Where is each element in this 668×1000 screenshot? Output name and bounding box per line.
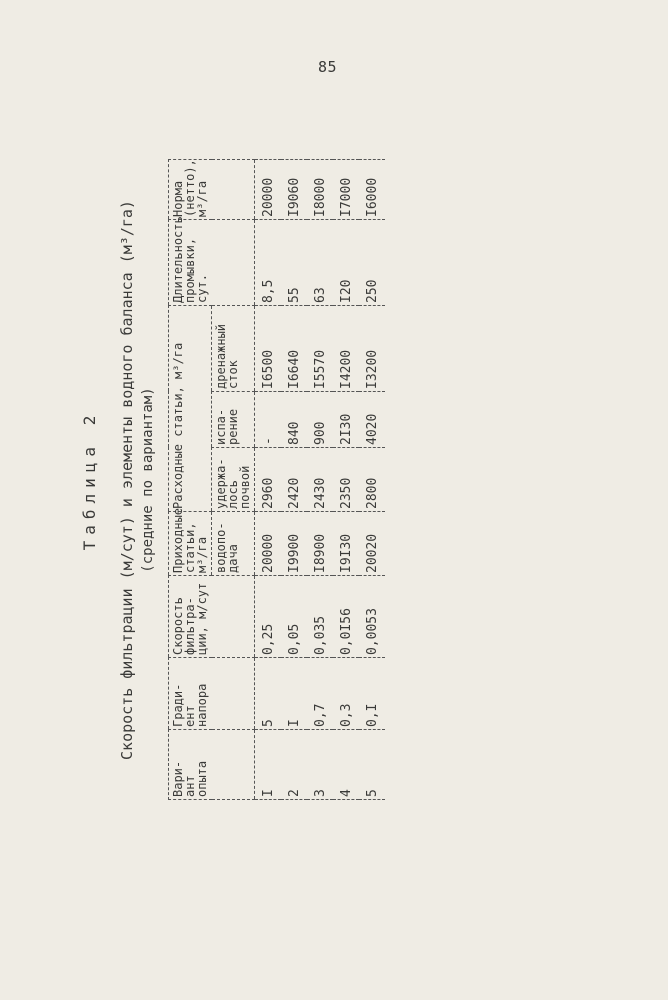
table-row — [255, 159, 282, 799]
cell-gradient: 0,3 — [333, 658, 359, 730]
cell-water-supply: 20020 — [359, 512, 385, 576]
cell-speed: 0,25 — [255, 576, 282, 658]
cell-gradient: 0,I — [359, 658, 385, 730]
cell-water-supply: I9I30 — [333, 512, 359, 576]
cell-evaporation: 900 — [307, 392, 333, 448]
table-row — [281, 159, 307, 799]
cell-variant: I — [255, 730, 282, 800]
cell-retained: 2430 — [307, 448, 333, 512]
table-row — [333, 159, 359, 799]
cell-drainage: I4200 — [333, 305, 359, 391]
cell-retained: 2960 — [255, 448, 282, 512]
header-variant: Вари- ант опыта — [169, 730, 255, 800]
cell-drainage: I3200 — [359, 305, 385, 391]
table-row — [359, 159, 385, 799]
cell-retained: 2350 — [333, 448, 359, 512]
cell-variant: 5 — [359, 730, 385, 800]
cell-duration: 63 — [307, 219, 333, 305]
cell-norm: I7000 — [333, 159, 359, 219]
cell-variant: 3 — [307, 730, 333, 800]
cell-drainage: I6640 — [281, 305, 307, 391]
cell-gradient: 0,7 — [307, 658, 333, 730]
water-balance-table — [168, 159, 385, 800]
rotated-table-block — [80, 159, 380, 800]
header-speed: Скорость фильтра- ции, м/сут — [169, 576, 255, 658]
cell-norm: I6000 — [359, 159, 385, 219]
cell-duration: 250 — [359, 219, 385, 305]
header-water-supply: водопо- дача — [212, 512, 255, 576]
header-retained: удержа- лось почвой — [212, 448, 255, 512]
cell-drainage: I5570 — [307, 305, 333, 391]
cell-water-supply: I8900 — [307, 512, 333, 576]
header-duration: Длительность промывки, сут. — [169, 219, 255, 305]
cell-norm: I9060 — [281, 159, 307, 219]
cell-evaporation: 4020 — [359, 392, 385, 448]
header-drainage: дренажный сток — [212, 305, 255, 391]
cell-norm: 20000 — [255, 159, 282, 219]
cell-speed: 0,0I56 — [333, 576, 359, 658]
cell-speed: 0,05 — [281, 576, 307, 658]
page-number: 85 — [318, 58, 338, 76]
cell-duration: 55 — [281, 219, 307, 305]
header-evaporation: испа- рение — [212, 392, 255, 448]
header-income: Приходные статьи, м³/га — [169, 512, 212, 576]
cell-evaporation: - — [255, 392, 282, 448]
cell-norm: I8000 — [307, 159, 333, 219]
header-expense: Расходные статьи, м³/га — [169, 305, 212, 511]
cell-drainage: I6500 — [255, 305, 282, 391]
cell-evaporation: 840 — [281, 392, 307, 448]
table-subcaption: (средние по вариантам) — [140, 387, 156, 573]
cell-speed: 0,035 — [307, 576, 333, 658]
cell-evaporation: 2I30 — [333, 392, 359, 448]
cell-water-supply: I9900 — [281, 512, 307, 576]
cell-duration: 8,5 — [255, 219, 282, 305]
cell-duration: I20 — [333, 219, 359, 305]
cell-gradient: I — [281, 658, 307, 730]
table-row — [307, 159, 333, 799]
cell-speed: 0,0053 — [359, 576, 385, 658]
header-gradient: Гради- ент напора — [169, 658, 255, 730]
cell-variant: 2 — [281, 730, 307, 800]
cell-gradient: 5 — [255, 658, 282, 730]
table-caption: Скорость фильтрации (м/сут) и элементы водного баланса (м³/га) — [118, 200, 136, 760]
cell-retained: 2800 — [359, 448, 385, 512]
header-norm: Норма (нетто), м³/га — [169, 159, 255, 219]
cell-retained: 2420 — [281, 448, 307, 512]
table-label: Таблица 2 — [80, 409, 99, 551]
cell-water-supply: 20000 — [255, 512, 282, 576]
cell-variant: 4 — [333, 730, 359, 800]
